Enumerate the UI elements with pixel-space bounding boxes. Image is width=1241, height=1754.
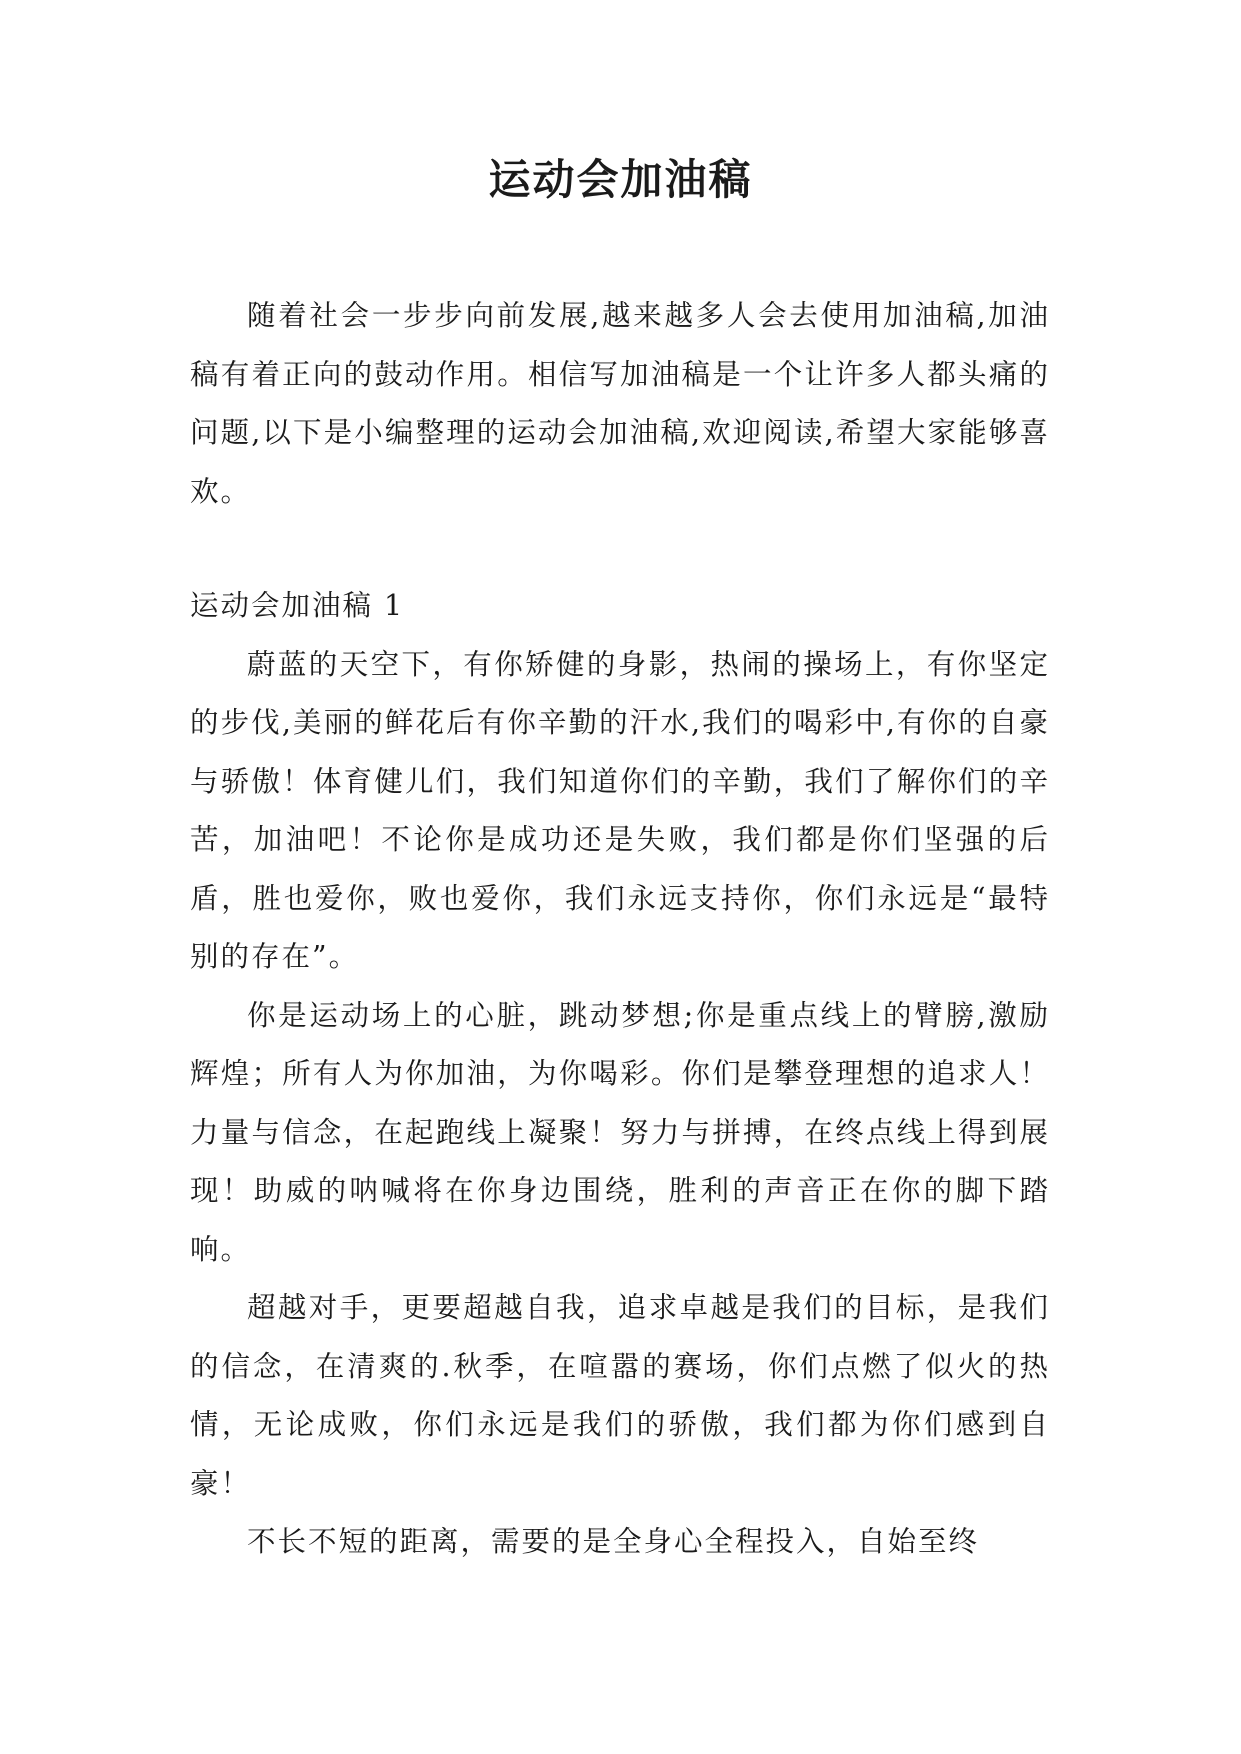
- body-paragraph: 蔚蓝的天空下，有你矫健的身影，热闹的操场上，有你坚定的步伐,美丽的鲜花后有你辛勤的汗水,我们的喝彩中,有你的自豪与骄傲！体育健儿们，我们知道你们的辛勤，我们了解你们的辛苦，加油吧！不论你是成功还是失败，我们都是你们坚强的后盾，胜也爱你，败也爱你，我们永远支持你，你们永远是“最特别的存在”。: [190, 647, 1050, 973]
- document-body: [190, 287, 1050, 1572]
- body-paragraph: 超越对手，更要超越自我，追求卓越是我们的目标，是我们的信念，在清爽的.秋季，在喧嚣的赛场，你们点燃了似火的热情，无论成败，你们永远是我们的骄傲，我们都为你们感到自豪！: [190, 1291, 1050, 1500]
- document-title: 运动会加油稿: [488, 155, 753, 204]
- section-spacer: [190, 521, 1050, 577]
- body-paragraph: 不长不短的距离，需要的是全身心全程投入，自始至终: [247, 1525, 980, 1558]
- intro-paragraph: 随着社会一步步向前发展,越来越多人会去使用加油稿,加油稿有着正向的鼓动作用。相信写加油稿是一个让许多人都头痛的问题,以下是小编整理的运动会加油稿,欢迎阅读,希望大家能够喜欢。: [190, 299, 1050, 508]
- body-paragraph: 你是运动场上的心脏，跳动梦想;你是重点线上的臂膀,激励辉煌；所有人为你加油，为你喝彩。你们是攀登理想的追求人！力量与信念，在起跑线上凝聚！努力与拼搏，在终点线上得到展现！助威的呐喊将在你身边围绕，胜利的声音正在你的脚下踏响。: [190, 998, 1050, 1266]
- section-heading: 运动会加油稿 1: [190, 589, 405, 622]
